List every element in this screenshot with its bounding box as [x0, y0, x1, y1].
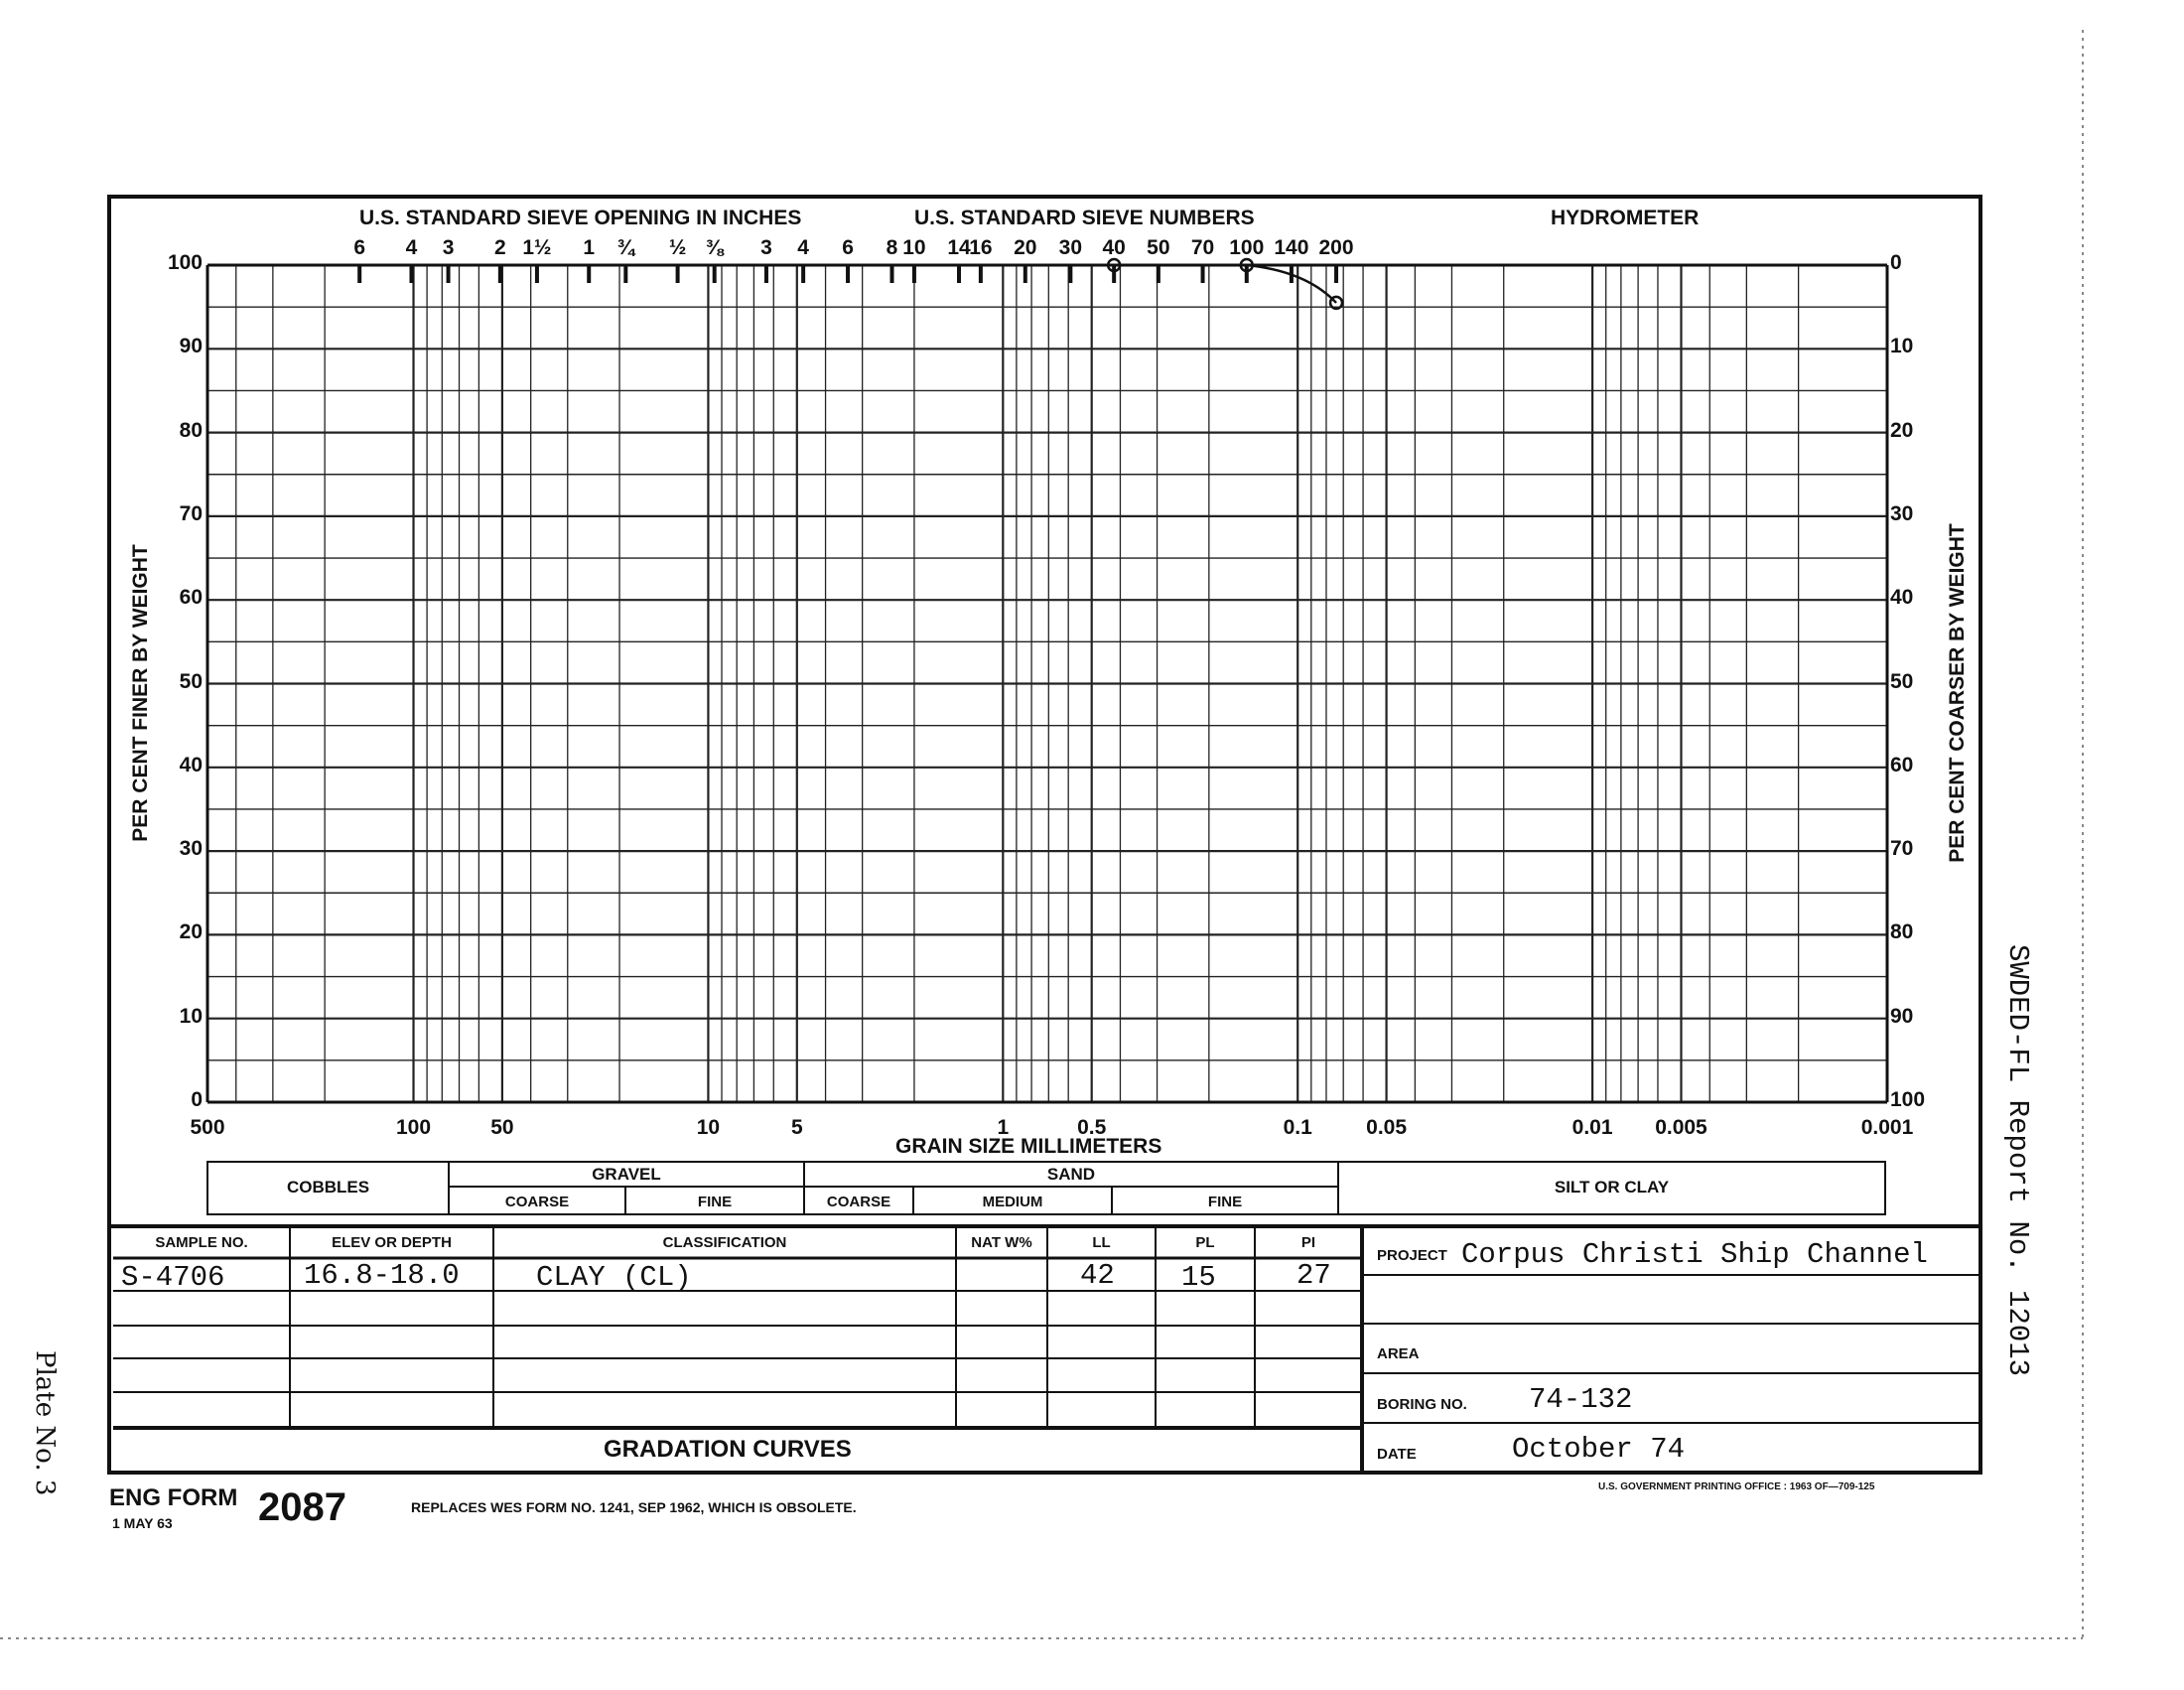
project-value: Corpus Christi Ship Channel: [1461, 1238, 1928, 1271]
bottom-tick-label: 0.005: [1655, 1116, 1707, 1139]
sieve-inch-label: ½: [668, 236, 687, 259]
gpo-note: U.S. GOVERNMENT PRINTING OFFICE : 1963 OF—709-125: [1598, 1481, 1875, 1492]
x-axis-title: GRAIN SIZE MILLIMETERS: [895, 1135, 1162, 1158]
left-tick-label: 0: [191, 1088, 203, 1111]
class-sand: SAND: [1046, 1165, 1096, 1184]
left-tick-label: 80: [179, 418, 203, 442]
sieve-number-label: 70: [1190, 236, 1215, 259]
left-tick-label: 50: [179, 669, 203, 693]
boring-no-label: BORING NO.: [1377, 1396, 1467, 1413]
sieve-number-label: 10: [902, 236, 926, 259]
sieve-inch-label: ¾: [616, 236, 635, 259]
col-pi: PI: [1300, 1234, 1316, 1251]
sieve-inch-label: 6: [842, 236, 854, 259]
sieve-number-label: 100: [1229, 236, 1265, 259]
sieve-inch-label: 6: [353, 236, 366, 259]
plate-number: Plate No. 3: [30, 1350, 60, 1496]
eng-form-label: ENG FORM: [109, 1484, 238, 1511]
right-tick-label: 70: [1890, 837, 1914, 861]
pl-value: 15: [1181, 1261, 1216, 1294]
sieve-inch-label: ⅜: [705, 236, 724, 259]
bottom-tick-label: 0.001: [1860, 1116, 1914, 1139]
class-sand-coarse: COARSE: [826, 1194, 891, 1210]
sieve-number-label: 50: [1147, 236, 1170, 259]
area-label: AREA: [1377, 1345, 1420, 1362]
bottom-tick-label: 0.05: [1366, 1116, 1408, 1139]
col-pl: PL: [1195, 1234, 1215, 1251]
col-nat-w: NAT W%: [971, 1234, 1032, 1251]
sieve-number-label: 14: [947, 236, 971, 259]
left-tick-label: 40: [179, 753, 203, 776]
eng-form-date: 1 MAY 63: [112, 1515, 173, 1531]
date-value: October 74: [1512, 1433, 1686, 1466]
pi-value: 27: [1297, 1259, 1331, 1292]
bottom-tick-label: 0.1: [1283, 1116, 1312, 1139]
bottom-tick-label: 100: [395, 1116, 432, 1139]
right-tick-label: 0: [1890, 251, 1902, 274]
sieve-inch-label: 3: [442, 236, 455, 259]
sieve-inch-label: 2: [494, 236, 506, 259]
left-tick-label: 100: [167, 251, 203, 274]
left-tick-label: 30: [179, 837, 203, 861]
bottom-tick-label: 1: [997, 1116, 1010, 1139]
right-tick-label: 30: [1890, 501, 1914, 525]
sieve-inch-label: 4: [405, 236, 418, 259]
sieve-inch-label: 3: [760, 236, 772, 259]
sieve-numbers-header: U.S. STANDARD SIEVE NUMBERS: [914, 207, 1255, 229]
left-axis-title: PER CENT FINER BY WEIGHT: [129, 544, 152, 842]
left-tick-label: 60: [179, 586, 203, 610]
date-label: DATE: [1377, 1446, 1417, 1463]
left-tick-label: 90: [179, 335, 203, 358]
right-tick-label: 90: [1890, 1004, 1914, 1028]
ll-value: 42: [1080, 1259, 1115, 1292]
right-tick-label: 40: [1890, 586, 1914, 610]
class-sand-fine: FINE: [1207, 1194, 1243, 1210]
classification-value: CLAY (CL): [536, 1261, 692, 1294]
col-classification: CLASSIFICATION: [662, 1234, 787, 1251]
hydrometer-header: HYDROMETER: [1551, 207, 1700, 229]
right-tick-label: 50: [1890, 669, 1914, 693]
class-cobbles: COBBLES: [286, 1178, 370, 1197]
sieve-number-label: 20: [1014, 236, 1037, 259]
sieve-inches-header: U.S. STANDARD SIEVE OPENING IN INCHES: [359, 207, 802, 229]
gradation-curves-title: GRADATION CURVES: [604, 1436, 852, 1463]
left-tick-label: 70: [179, 501, 203, 525]
right-tick-label: 100: [1890, 1088, 1926, 1111]
sieve-number-label: 8: [886, 236, 898, 259]
sieve-number-label: 16: [969, 236, 993, 259]
right-tick-label: 20: [1890, 418, 1914, 442]
sieve-number-label: 200: [1318, 236, 1354, 259]
elev-depth-value: 16.8-18.0: [304, 1259, 460, 1292]
col-ll: LL: [1092, 1234, 1111, 1251]
bottom-tick-label: 5: [790, 1116, 803, 1139]
right-axis-title: PER CENT COARSER BY WEIGHT: [1946, 523, 1969, 863]
boring-no-value: 74-132: [1529, 1383, 1633, 1416]
col-sample-no: SAMPLE NO.: [155, 1234, 248, 1251]
bottom-tick-label: 0.5: [1077, 1116, 1107, 1139]
sieve-number-label: 40: [1102, 236, 1126, 259]
class-gravel: GRAVEL: [592, 1165, 661, 1184]
sieve-inch-label: 1½: [522, 236, 552, 259]
left-tick-label: 20: [179, 920, 203, 944]
bottom-tick-label: 10: [696, 1116, 721, 1139]
right-tick-label: 80: [1890, 920, 1914, 944]
sample-no-value: S-4706: [121, 1261, 225, 1294]
left-tick-label: 10: [179, 1004, 203, 1028]
class-gravel-coarse: COARSE: [504, 1194, 570, 1210]
report-number: SWDED-FL Report No. 12013: [2001, 944, 2034, 1377]
right-tick-label: 60: [1890, 753, 1914, 776]
sieve-inch-label: 1: [583, 236, 596, 259]
class-sand-medium: MEDIUM: [982, 1194, 1043, 1210]
sieve-number-label: 30: [1058, 236, 1083, 259]
sieve-inch-label: 4: [797, 236, 809, 259]
class-gravel-fine: FINE: [697, 1194, 733, 1210]
bottom-tick-label: 50: [490, 1116, 514, 1139]
replaces-note: REPLACES WES FORM NO. 1241, SEP 1962, WHICH IS OBSOLETE.: [411, 1499, 857, 1515]
eng-form-number: 2087: [258, 1485, 346, 1529]
bottom-tick-label: 0.01: [1571, 1116, 1613, 1139]
bottom-tick-label: 500: [190, 1116, 225, 1139]
col-elev-depth: ELEV OR DEPTH: [332, 1234, 452, 1251]
right-tick-label: 10: [1890, 335, 1914, 358]
project-label: PROJECT: [1377, 1247, 1447, 1264]
class-silt-clay: SILT OR CLAY: [1554, 1178, 1670, 1197]
sieve-number-label: 140: [1274, 236, 1309, 259]
